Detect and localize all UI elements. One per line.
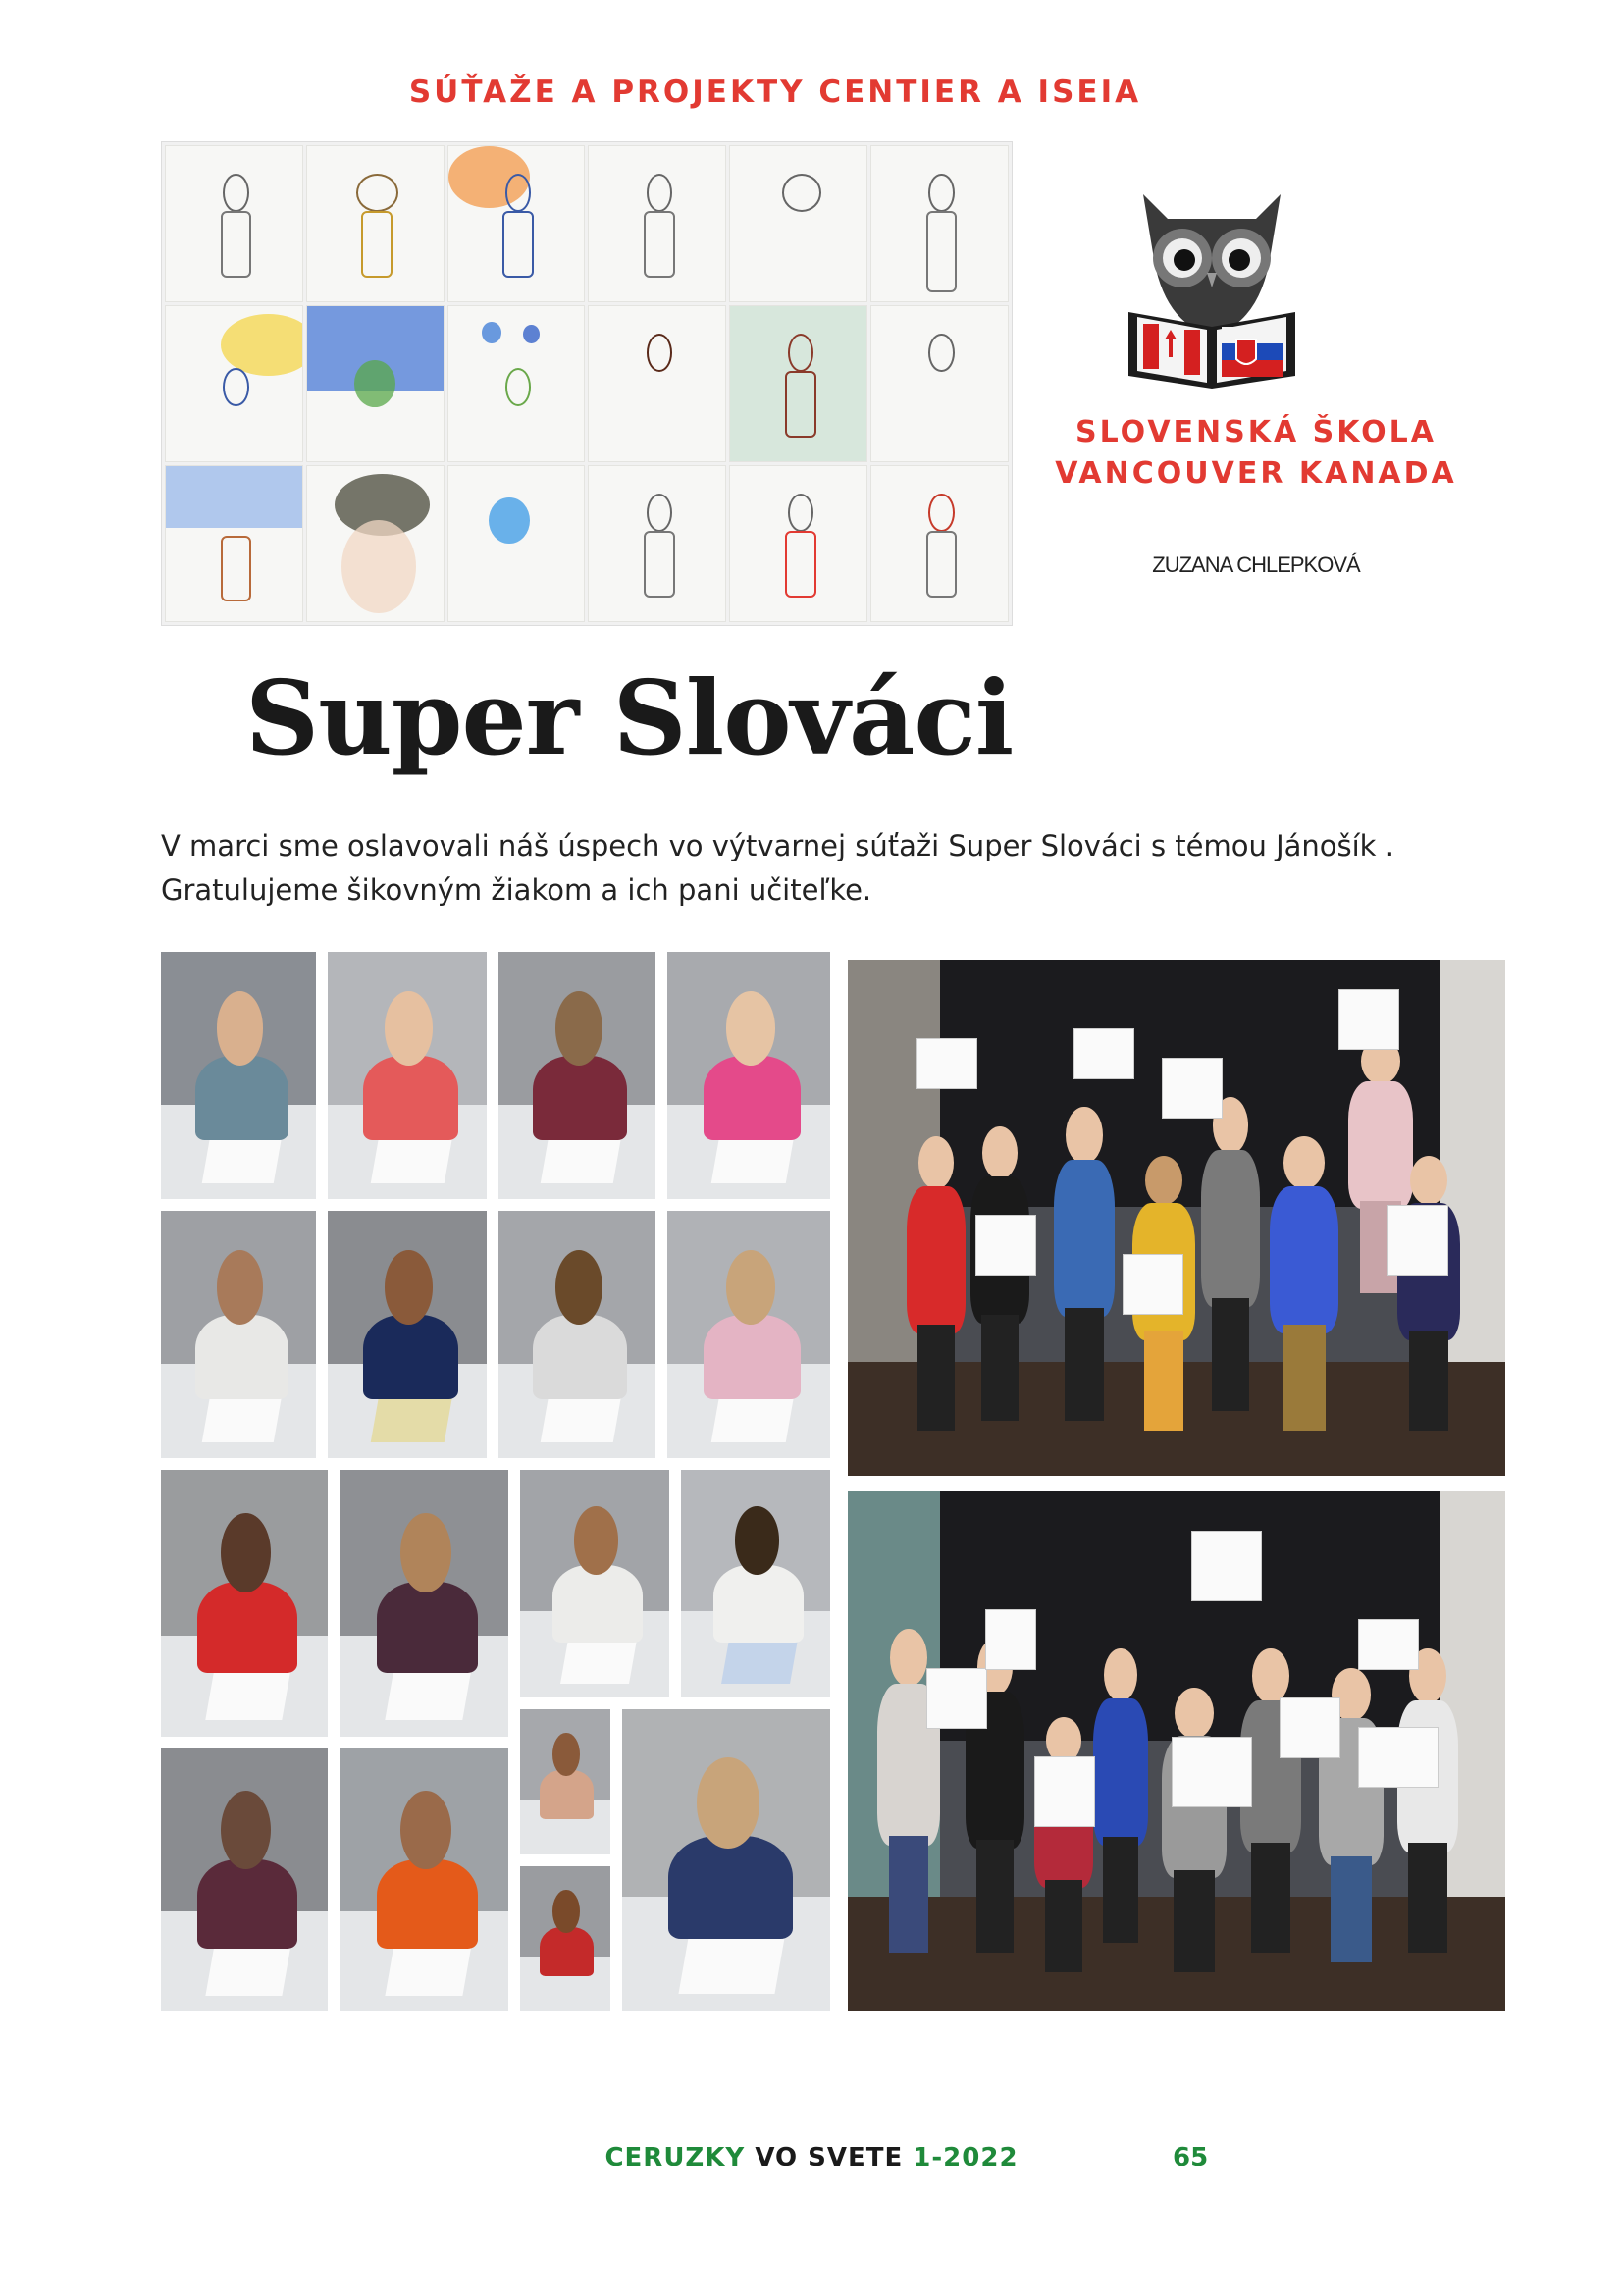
section-header: SÚŤAŽE A PROJEKTY CENTIER A ISEIA [408,75,1142,110]
drawing [306,145,445,302]
intro-line-2: Gratulujeme šikovným žiakom a ich pani učiteľke. [161,873,872,907]
owl-logo [1114,165,1310,391]
school-name [1040,412,1472,495]
photo [161,1470,328,1737]
photo [667,952,830,1199]
drawing [870,145,1009,302]
drawing [447,465,586,622]
children-photo-collage [161,952,830,2011]
drawing [729,305,867,462]
footer-brand-rest: VO SVETE [745,2143,914,2172]
photo [667,1211,830,1458]
drawing [588,305,726,462]
drawing [306,305,445,462]
drawing [588,465,726,622]
group-photo-2 [848,1491,1505,2011]
photo [520,1866,610,2011]
photo [498,952,655,1199]
school-name-line1: SLOVENSKÁ ŠKOLA [1074,415,1438,449]
drawing [870,465,1009,622]
photo [328,1211,487,1458]
photo [681,1470,830,1697]
photo [498,1211,655,1458]
photo [161,952,316,1199]
photo [340,1748,508,2011]
drawing [447,145,586,302]
drawing [729,145,867,302]
article-intro [161,824,1515,913]
article-title: Super Slováci [245,657,1014,778]
author-name: ZUZANA CHLEPKOVÁ [1152,552,1360,577]
intro-line-1: V marci sme oslavovali náš úspech vo výtvarnej súťaži Super Slováci s témou Jánošík . [161,829,1394,862]
drawing [447,305,586,462]
photo [622,1709,830,2011]
group-photo-1 [848,960,1505,1476]
photo [161,1748,328,2011]
drawing [165,145,303,302]
photo [328,952,487,1199]
footer-brand: CERUZKY [604,2143,746,2172]
drawing [870,305,1009,462]
photo [161,1211,316,1458]
photo [520,1470,669,1697]
drawing [306,465,445,622]
page-number: 65 [1173,2143,1209,2172]
drawing [729,465,867,622]
drawing [165,305,303,462]
photo [340,1470,508,1737]
drawing [588,145,726,302]
footer-issue: 1-2022 [913,2143,1019,2172]
school-name-line2: VANCOUVER KANADA [1055,456,1457,491]
drawing [165,465,303,622]
photo [520,1709,610,1854]
footer [0,2143,1623,2172]
drawings-collage [161,141,1013,626]
